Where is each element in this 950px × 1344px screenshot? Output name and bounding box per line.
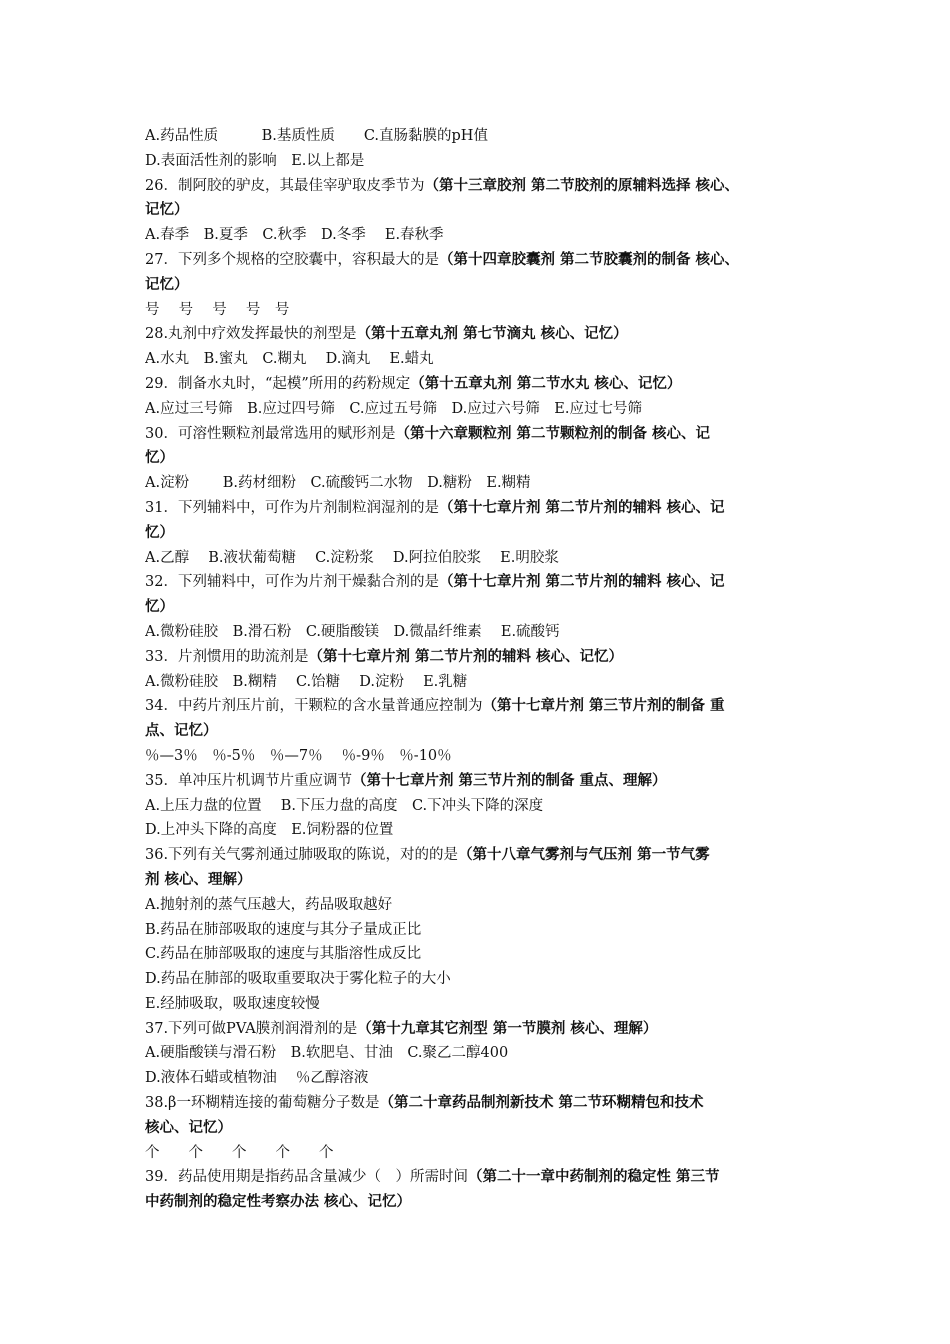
options-38	[145, 1141, 825, 1166]
option-36-b	[145, 918, 825, 943]
option-36-a	[145, 893, 825, 918]
options-text: A.上压力盘的位置 B.下压力盘的高度 C.下冲头下降的深度	[145, 797, 544, 814]
question-34	[145, 694, 825, 719]
question-text: 36.下列有关气雾剂通过肺吸取的陈说，对的的是	[145, 847, 459, 864]
question-text: 37.下列可做PVA膜剂润滑剂的是	[145, 1020, 358, 1037]
line-44	[145, 1190, 825, 1215]
line-17	[145, 521, 825, 546]
question-chapter-ref: （第十七章片剂 第二节片剂的辅料 核心、记忆）	[308, 647, 624, 665]
question-text: 26．制阿胶的驴皮，其最佳宰驴取皮季节为	[145, 177, 425, 194]
question-chapter-ref: （第十五章丸剂 第七节滴丸 核心、记忆）	[356, 325, 628, 343]
line-chapter-ref: 中药制剂的稳定性考察办法 核心、记忆）	[145, 1193, 412, 1211]
options-text: 号 号 号 号 号	[145, 301, 290, 318]
question-chapter-ref: （第十八章气雾剂与气压剂 第一节气雾	[458, 846, 710, 864]
question-chapter-ref: （第十七章片剂 第二节片剂的辅料 核心、记	[438, 573, 725, 591]
options-text: D.液体石蜡或植物油 ％乙醇溶液	[145, 1070, 369, 1087]
options-text: D.上冲头下降的高度 E.饲粉器的位置	[145, 822, 394, 839]
question-chapter-ref: （第十九章其它剂型 第一节膜剂 核心、理解）	[357, 1019, 658, 1037]
options-31	[145, 546, 825, 571]
question-text: 30．可溶性颗粒剂最常选用的赋形剂是	[145, 425, 396, 442]
line-chapter-ref: 记忆）	[145, 201, 189, 219]
option-36-d	[145, 967, 825, 992]
question-chapter-ref: （第二十章药品制剂新技术 第二节环糊精包和技术	[379, 1094, 704, 1112]
question-text: 39．药品使用期是指药品含量减少（ ）所需时间	[145, 1169, 468, 1186]
question-text: 38.β一环糊精连接的葡萄糖分子数是	[145, 1095, 380, 1112]
question-29	[145, 372, 825, 397]
question-chapter-ref: （第十六章颗粒剂 第二节颗粒剂的制备 核心、记	[395, 424, 711, 442]
options-text: A.淀粉 B.药材细粉 C.硫酸钙二水物 D.糖粉 E.糊精	[145, 475, 531, 492]
options-text: ％—3％ ％-5％ ％—7％ ％-9％ ％-10％	[145, 747, 452, 764]
question-text: 31．下列辅料中，可作为片剂制粒润湿剂的是	[145, 499, 439, 516]
document-page	[145, 124, 825, 1215]
options-text: A.硬脂酸镁与滑石粉 B.软肥皂、甘油 C.聚乙二醇400	[145, 1045, 509, 1062]
question-37	[145, 1017, 825, 1042]
line-chapter-ref: 核心、记忆）	[145, 1118, 232, 1136]
question-text: 29．制备水丸时，“起模”所用的药粉规定	[145, 375, 411, 392]
line-chapter-ref: 忆）	[145, 523, 174, 541]
options-37-a	[145, 1041, 825, 1066]
option-text: B.药品在肺部吸取的速度与其分子量成正比	[145, 921, 422, 938]
question-chapter-ref: （第十五章丸剂 第二节水丸 核心、记忆）	[410, 374, 682, 392]
line-chapter-ref: 剂 核心、理解）	[145, 870, 252, 888]
options-text: A.春季 B.夏季 C.秋季 D.冬季 E.春秋季	[145, 227, 444, 244]
options-35-b	[145, 818, 825, 843]
options-26	[145, 223, 825, 248]
question-chapter-ref: （第十四章胶囊剂 第二节胶囊剂的制备 核心、	[438, 250, 740, 268]
options-text: 个 个 个 个 个	[145, 1144, 334, 1161]
option-text: A.抛射剂的蒸气压越大，药品吸取越好	[145, 896, 393, 913]
options-34	[145, 744, 825, 769]
line-41	[145, 1116, 825, 1141]
question-36	[145, 843, 825, 868]
question-text: 35．单冲压片机调节片重应调节	[145, 772, 352, 789]
question-text: 33．片剂惯用的助流剂是	[145, 648, 309, 665]
question-text: 34．中药片剂压片前，干颗粒的含水量普通应控制为	[145, 698, 483, 715]
line-chapter-ref: 忆）	[145, 598, 174, 616]
line-4	[145, 198, 825, 223]
line-chapter-ref: 忆）	[145, 449, 174, 467]
options-text: A.微粉硅胶 B.滑石粉 C.硬脂酸镁 D.微晶纤维素 E.硫酸钙	[145, 623, 560, 640]
options-35-a	[145, 794, 825, 819]
question-chapter-ref: （第二十一章中药制剂的稳定性 第三节	[467, 1168, 720, 1186]
line-chapter-ref: 点、记忆）	[145, 722, 218, 740]
question-chapter-ref: （第十七章片剂 第二节片剂的辅料 核心、记	[438, 498, 725, 516]
question-30	[145, 422, 825, 447]
options-text: A.乙醇 B.液状葡萄糖 C.淀粉浆 D.阿拉伯胶浆 E.明胶浆	[145, 549, 559, 566]
question-chapter-ref: （第十三章胶剂 第二节胶剂的原辅料选择 核心、	[424, 176, 740, 194]
option-text: E.经肺吸取，吸取速度较慢	[145, 995, 320, 1012]
options-text: A.水丸 B.蜜丸 C.糊丸 D.滴丸 E.蜡丸	[145, 351, 434, 368]
option-36-c	[145, 942, 825, 967]
line-text: D.表面活性剂的影响 E.以上都是	[145, 152, 365, 169]
line-2	[145, 149, 825, 174]
question-chapter-ref: （第十七章片剂 第三节片剂的制备 重	[482, 697, 725, 715]
question-35	[145, 769, 825, 794]
question-27	[145, 248, 825, 273]
question-31	[145, 496, 825, 521]
option-text: C.药品在肺部吸取的速度与其脂溶性成反比	[145, 946, 422, 963]
question-28	[145, 322, 825, 347]
options-33	[145, 670, 825, 695]
options-28	[145, 347, 825, 372]
question-text: 28.丸剂中疗效发挥最快的剂型是	[145, 326, 357, 343]
question-33	[145, 645, 825, 670]
option-36-e	[145, 992, 825, 1017]
line-1	[145, 124, 825, 149]
options-32	[145, 620, 825, 645]
options-37-b	[145, 1066, 825, 1091]
line-20	[145, 595, 825, 620]
line-25	[145, 719, 825, 744]
option-text: D.药品在肺部的吸取重要取决于雾化粒子的大小	[145, 971, 451, 988]
question-text: 27．下列多个规格的空胶囊中，容积最大的是	[145, 251, 439, 268]
options-27	[145, 298, 825, 323]
line-text: A.药品性质 B.基质性质 C.直肠黏膜的pH值	[145, 128, 488, 144]
question-32	[145, 570, 825, 595]
question-39	[145, 1165, 825, 1190]
line-14	[145, 446, 825, 471]
question-26	[145, 174, 825, 199]
options-text: A.微粉硅胶 B.糊精 C.饴糖 D.淀粉 E.乳糖	[145, 673, 468, 690]
options-text: A.应过三号筛 B.应过四号筛 C.应过五号筛 D.应过六号筛 E.应过七号筛	[145, 400, 642, 417]
question-text: 32．下列辅料中，可作为片剂干燥黏合剂的是	[145, 574, 439, 591]
line-7	[145, 273, 825, 298]
question-chapter-ref: （第十七章片剂 第三节片剂的制备 重点、理解）	[351, 771, 667, 789]
line-31	[145, 868, 825, 893]
line-chapter-ref: 记忆）	[145, 275, 189, 293]
options-29	[145, 397, 825, 422]
options-30	[145, 471, 825, 496]
question-38	[145, 1091, 825, 1116]
